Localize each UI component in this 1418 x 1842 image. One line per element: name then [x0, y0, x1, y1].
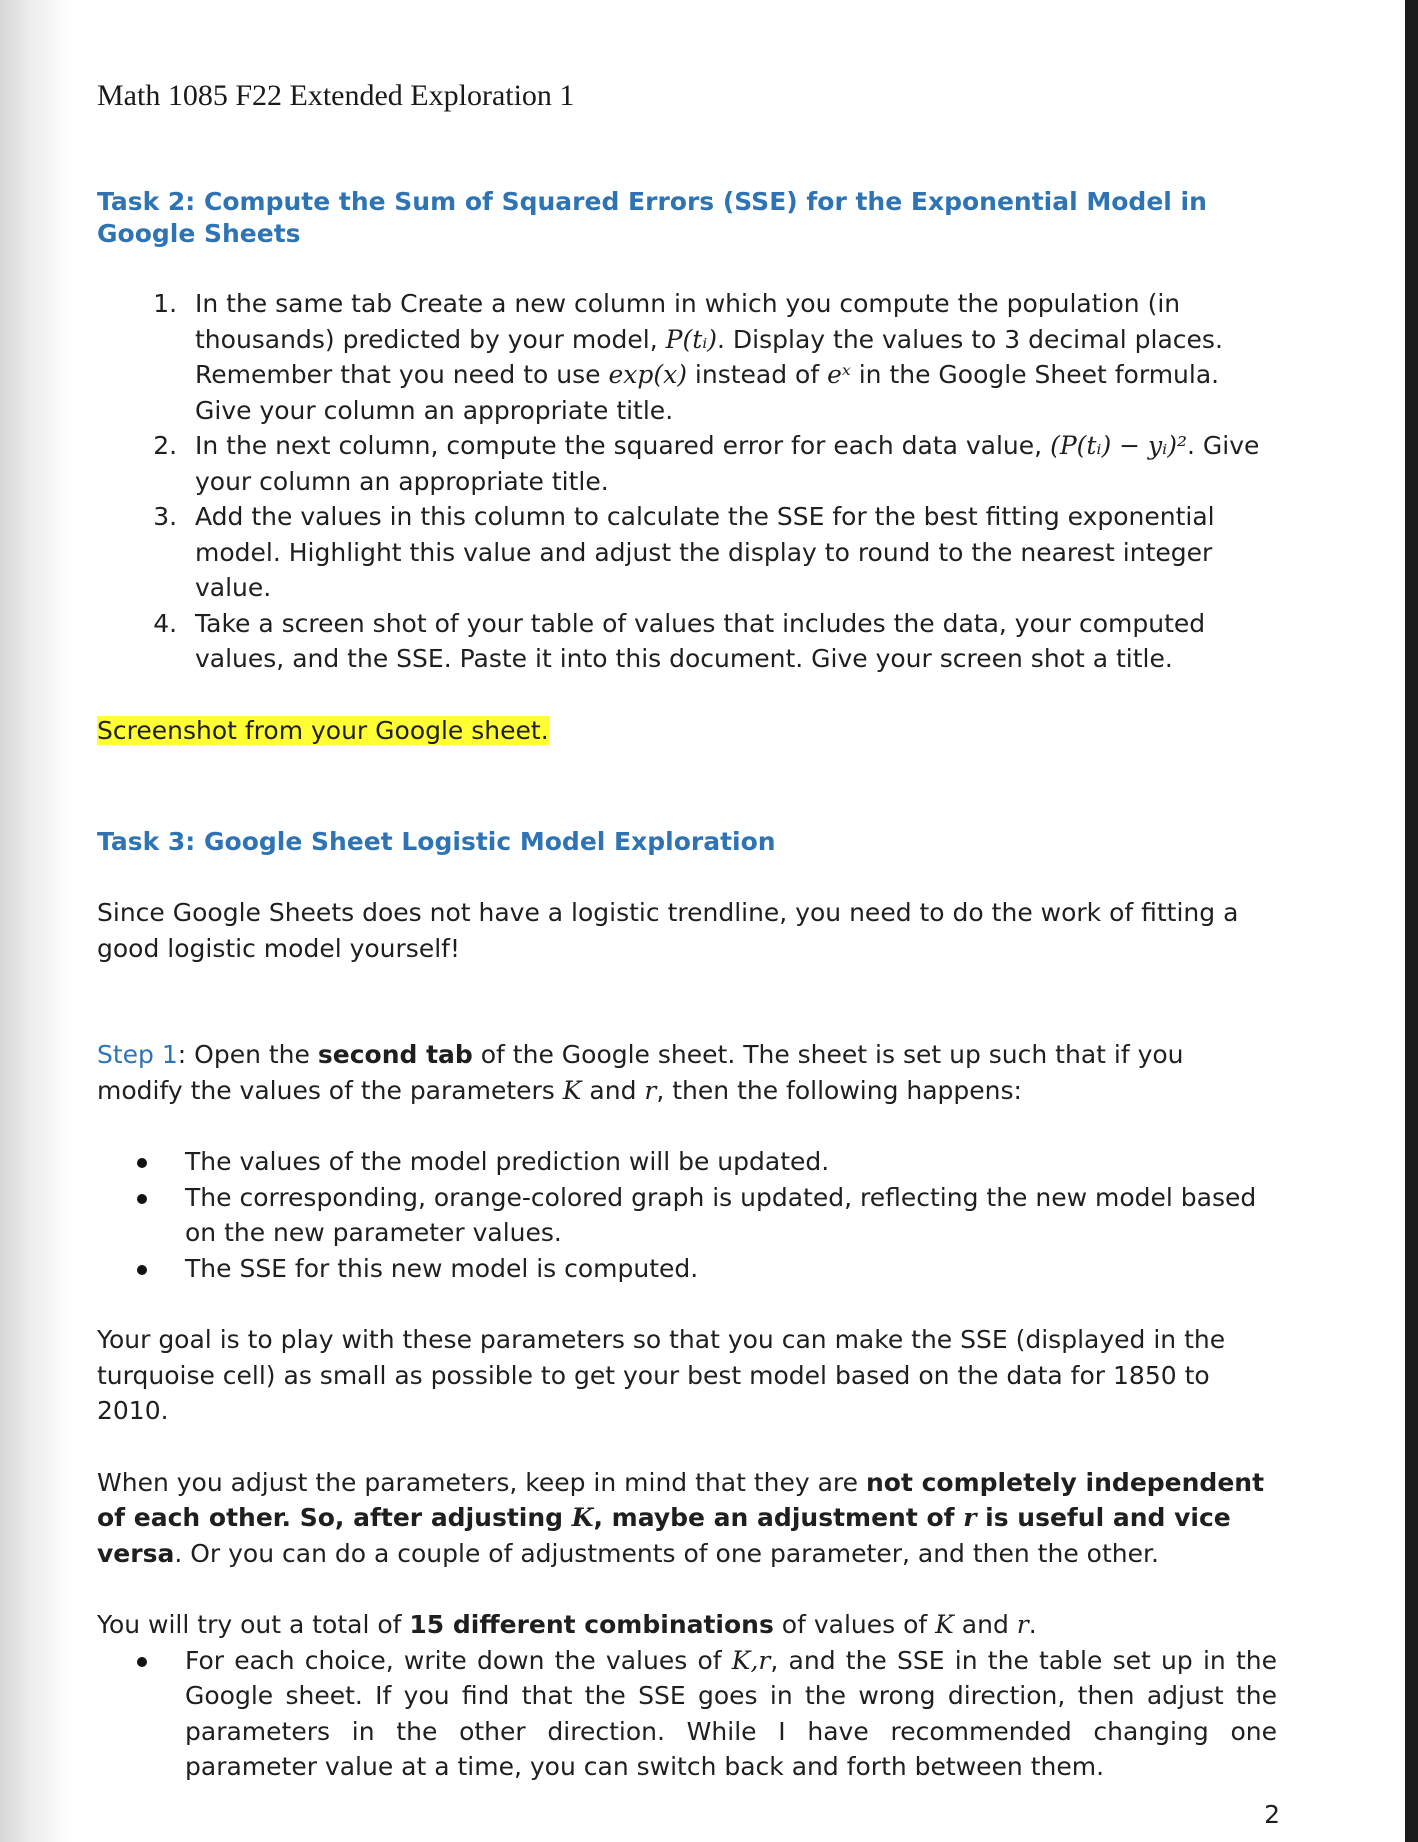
task2-instructions [97, 286, 1277, 677]
effect-item-2: The corresponding, orange-colored graph is updated, reflecting the new model based on the new parameter values. [185, 1180, 1277, 1251]
try-item-1: For each choice, write down the values of K,r, and the SSE in the table set up in the Google sheet. If you find that the SSE goes in the wrong direction, then adjust the parameters in the other direction. While I have recommended changing one parameter value at a time, you can switch back and forth between them. [185, 1643, 1277, 1785]
task3-heading: Task 3: Google Sheet Logistic Model Exploration [97, 827, 776, 856]
viewer-left-shadow [0, 0, 70, 1842]
task2-item-1: 1. In the same tab Create a new column in which you compute the population (in thousands) predicted by your model, P(tᵢ). Display the values to 3 decimal places. Remember that you need to use exp(x) instead of eˣ in the Google Sheet formula. Give your column an appropriate title. [185, 286, 1277, 428]
document-page [97, 78, 1277, 1785]
document-header: Math 1085 F22 Extended Exploration 1 [97, 79, 575, 112]
task2-item-2: 2. In the next column, compute the squared error for each data value, (P(tᵢ) − yᵢ)². Give your column an appropriate title. [185, 428, 1277, 499]
viewer-scrollbar-track[interactable] [1405, 0, 1418, 1842]
try-paragraph: You will try out a total of 15 different combinations of values of K and r. [97, 1610, 1037, 1639]
task3-intro: Since Google Sheets does not have a logistic trendline, you need to do the work of fitting a good logistic model yourself! [97, 898, 1239, 963]
step1-paragraph: Step 1: Open the second tab of the Google sheet. The sheet is set up such that if you modify the values of the parameters K and r, then the following happens: [97, 1040, 1184, 1105]
goal-paragraph: Your goal is to play with these parameters so that you can make the SSE (displayed in the turquoise cell) as small as possible to get your best model based on the data for 1850 to 2010. [97, 1325, 1226, 1425]
effect-item-3: The SSE for this new model is computed. [185, 1251, 1277, 1287]
try-instructions-list [97, 1643, 1277, 1785]
step1-effects-list [97, 1144, 1277, 1286]
screenshot-highlight: Screenshot from your Google sheet. [97, 715, 549, 745]
page-number: 2 [1264, 1800, 1280, 1829]
task2-item-3: 3. Add the values in this column to calculate the SSE for the best fitting exponential model. Highlight this value and adjust the display to round to the nearest integer value. [185, 499, 1277, 606]
task2-item-4: 4. Take a screen shot of your table of values that includes the data, your computed values, and the SSE. Paste it into this document. Give your screen shot a title. [185, 606, 1277, 677]
step1-label: Step 1 [97, 1040, 178, 1069]
task2-heading: Task 2: Compute the Sum of Squared Errors (SSE) for the Exponential Model in Google Sheets [97, 187, 1207, 248]
effect-item-1: The values of the model prediction will be updated. [185, 1144, 1277, 1180]
adjust-paragraph: When you adjust the parameters, keep in mind that they are not completely independent of each other. So, after adjusting K, maybe an adjustment of r is useful and vice versa. Or you can do a couple of adjustments of one parameter, and then the other. [97, 1467, 1265, 1568]
screenshot-placeholder [97, 713, 1277, 749]
